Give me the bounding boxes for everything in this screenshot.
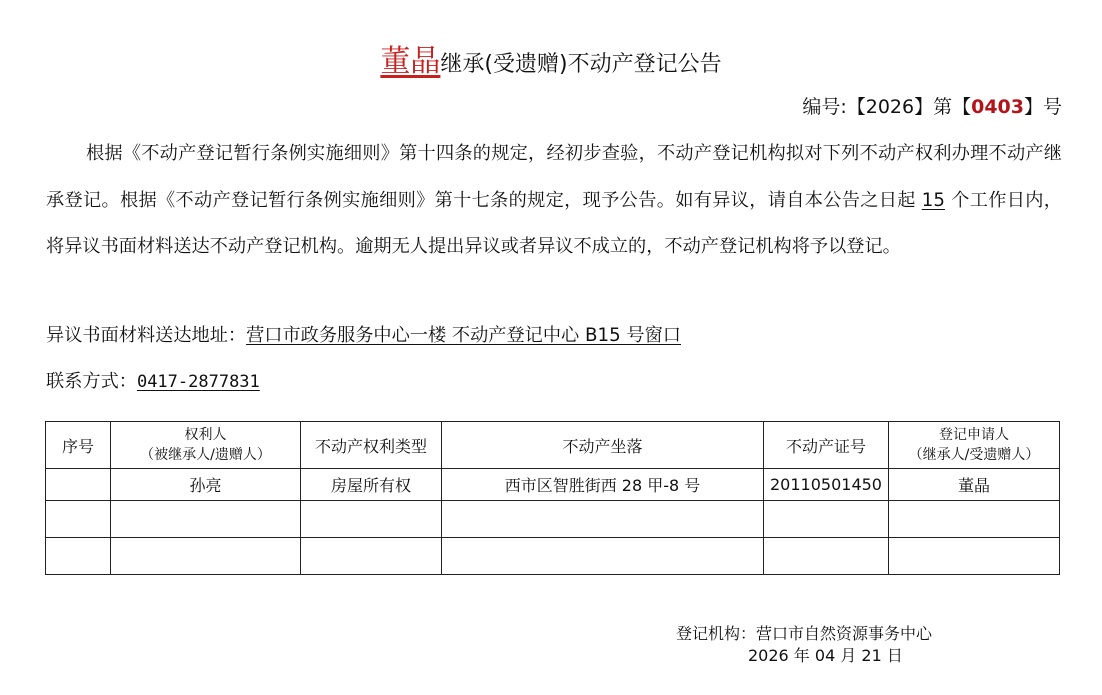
address-value: 营口市政务服务中心一楼 不动产登记中心 B15 号窗口	[246, 325, 681, 346]
contact-label: 联系方式：	[46, 371, 137, 392]
header-cert-no: 不动产证号	[764, 422, 889, 469]
header-seq: 序号	[46, 422, 111, 469]
empty-cell	[111, 501, 301, 538]
contact-info	[46, 367, 264, 393]
cell-seq	[46, 469, 111, 501]
cell-holder: 孙亮	[111, 469, 301, 501]
header-applicant	[889, 422, 1060, 469]
title-text: 继承(受遗赠)不动产登记公告	[440, 52, 722, 77]
header-holder	[111, 422, 301, 469]
docno-prefix: 编号:【2026】第【	[802, 96, 972, 118]
notice-title	[0, 40, 1102, 87]
empty-cell	[889, 501, 1060, 538]
empty-cell	[301, 538, 442, 575]
empty-cell	[764, 538, 889, 575]
registration-table	[45, 421, 1060, 575]
notice-body	[46, 131, 1062, 271]
objection-days: 15	[921, 189, 945, 211]
empty-cell	[46, 538, 111, 575]
header-right-type: 不动产权利类型	[301, 422, 442, 469]
footer-date: 2026 年 04 月 21 日	[748, 646, 903, 665]
empty-cell	[301, 501, 442, 538]
table-row	[46, 469, 1060, 501]
empty-cell	[764, 501, 889, 538]
header-applicant-line1: 登记申请人	[939, 427, 1009, 443]
title-applicant-name: 董晶	[380, 44, 441, 79]
header-location: 不动产坐落	[442, 422, 764, 469]
cell-applicant: 董晶	[889, 469, 1060, 501]
empty-cell	[442, 501, 764, 538]
docno-number: 0403	[971, 96, 1024, 118]
cell-location: 西市区智胜街西 28 甲-8 号	[442, 469, 764, 501]
objection-address	[46, 321, 681, 347]
docno-suffix: 】号	[1023, 96, 1062, 118]
header-applicant-line2: （继承人/受遗赠人）	[908, 447, 1040, 463]
header-holder-line2: （被继承人/遗赠人）	[140, 447, 271, 463]
table-header-row	[46, 422, 1060, 469]
empty-cell	[111, 538, 301, 575]
empty-cell	[442, 538, 764, 575]
table-row-empty	[46, 538, 1060, 575]
empty-cell	[46, 501, 111, 538]
footer-agency: 登记机构：营口市自然资源事务中心	[676, 624, 933, 643]
document-number	[802, 92, 1062, 119]
body-part1: 根据《不动产登记暂行条例实施细则》第十四条的规定，经初步查验，不动产登记机构拟对下列不动产权利办理不动产继承登记。根据《不动产登记暂行条例实施细则》第十七条的规定，现予公告。如有异议，请自本公告之日起	[46, 143, 1062, 211]
footer-signature	[676, 623, 932, 667]
cell-right-type: 房屋所有权	[301, 469, 442, 501]
header-holder-line1: 权利人	[184, 427, 227, 443]
contact-phone: 0417-2877831	[136, 372, 260, 392]
table-row-empty	[46, 501, 1060, 538]
cell-cert-no: 20110501450	[764, 469, 889, 501]
address-label: 异议书面材料送达地址：	[46, 325, 247, 346]
empty-cell	[889, 538, 1060, 575]
body-part2: 个工作日内，将异议书面材料送达不动产登记机构。逾期无人提出异议或者异议不成立的，不动产登记机构将予以登记。	[46, 189, 1062, 257]
